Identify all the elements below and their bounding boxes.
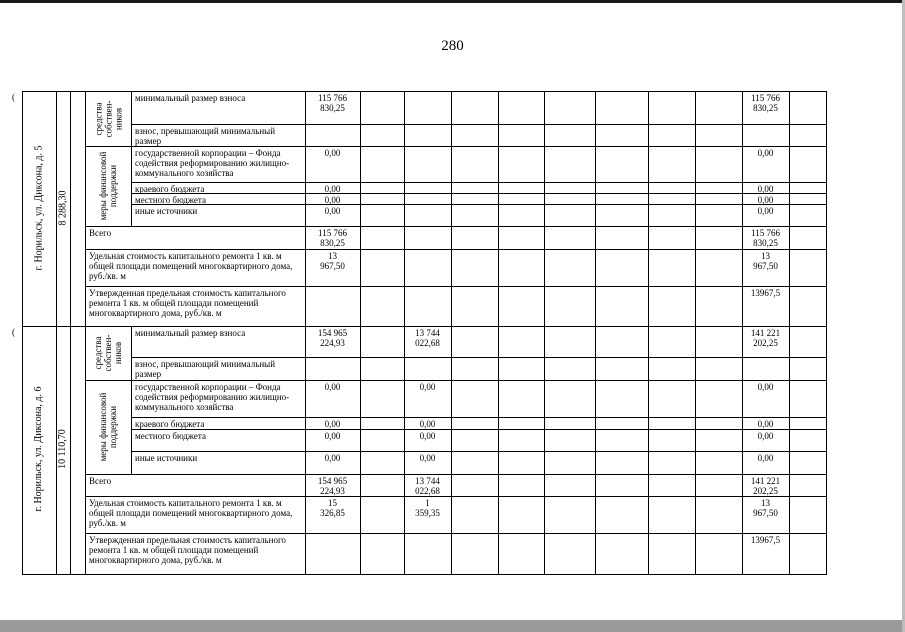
table-border <box>22 326 827 327</box>
grid-line <box>131 193 827 194</box>
column-line <box>826 91 827 327</box>
area-value: 8 288,30 <box>57 190 68 225</box>
cell-value: 0,00 <box>324 195 341 205</box>
cell-value: 0,00 <box>324 206 341 216</box>
column-line <box>131 326 132 475</box>
row-label-regional: краевого бюджета <box>135 184 205 193</box>
grid-line <box>131 124 827 125</box>
cell-value: 154 965 224,93 <box>317 328 348 348</box>
own-funds-label: средства собствен-ников <box>93 334 123 372</box>
cell-value: 154 965 224,93 <box>317 476 348 496</box>
grid-line <box>85 146 827 147</box>
row-label-state-corp: государственной корпорации – Фонда содействия реформированию жилищно-коммунального хозяйства <box>135 148 290 178</box>
scan-edge-bottom <box>0 620 905 632</box>
column-line <box>544 91 545 327</box>
table-border <box>22 91 827 92</box>
column-line <box>789 91 790 327</box>
cell-value: 0,00 <box>419 419 436 429</box>
grid-line <box>85 474 827 475</box>
cell-value: 0,00 <box>757 419 774 429</box>
row-label-over-min: взнос, превышающий минимальный размер <box>135 359 276 379</box>
row-label-other: иные источники <box>135 453 198 463</box>
area-value: 10 110,70 <box>57 429 68 469</box>
address-label: г. Норильск, ул. Диксона, д. 6 <box>33 386 44 512</box>
grid-line <box>85 286 827 287</box>
cell-value: 15 326,85 <box>320 498 345 518</box>
fin-support-label: меры финансовой поддержки <box>98 151 118 221</box>
column-line <box>131 91 132 227</box>
grid-line <box>131 451 827 452</box>
column-line <box>404 91 405 327</box>
cell-value: 0,00 <box>324 184 341 194</box>
column-line <box>85 91 86 327</box>
cell-value: 0,00 <box>757 195 774 205</box>
address-label: г. Норильск, ул. Диксона, д. 5 <box>33 144 44 271</box>
grid-line <box>85 249 827 250</box>
cell-value: 0,00 <box>757 206 774 216</box>
grid-line <box>131 182 827 183</box>
grid-line <box>131 204 827 205</box>
fin-support-label: меры финансовой поддержки <box>98 392 118 462</box>
column-line <box>498 91 499 327</box>
row-label-total: Всего <box>89 228 112 238</box>
cell-value: 115 766 830,25 <box>751 93 780 113</box>
cell-value: 0,00 <box>419 431 436 441</box>
row-label-unit-cost: Удельная стоимость капитального ремонта 1 кв. м общей площади помещений многоквартирного дома, руб./кв. м <box>89 498 293 528</box>
cell-value: 13 967,50 <box>753 251 778 271</box>
column-line <box>595 91 596 327</box>
cell-value: 0,00 <box>757 431 774 441</box>
row-label-unit-cost: Удельная стоимость капитального ремонта 1 кв. м общей площади помещений многоквартирного дома, руб./кв. м <box>89 251 293 281</box>
table-border <box>22 574 827 575</box>
row-label-total: Всего <box>89 476 112 486</box>
column-line <box>22 91 23 327</box>
cell-value: 0,00 <box>419 382 436 392</box>
row-label-over-min: взнос, превышающий минимальный размер <box>135 126 276 146</box>
own-funds-label: средства собствен-ников <box>93 100 123 138</box>
cell-value: 13 967,50 <box>753 498 778 518</box>
cell-value: 0,00 <box>324 148 341 158</box>
cell-value: 13967,5 <box>750 535 781 545</box>
grid-line <box>85 380 827 381</box>
cell-value: 141 221 202,25 <box>750 476 781 496</box>
grid-line <box>131 357 827 358</box>
grid-line <box>85 226 827 227</box>
cell-value: 115 766 830,25 <box>318 228 347 248</box>
cell-value: 0,00 <box>324 453 341 463</box>
row-label-state-corp: государственной корпорации – Фонда содействия реформированию жилищно-коммунального хозяйства <box>135 382 290 412</box>
row-label-limit-cost: Утвержденная предельная стоимость капитального ремонта 1 кв. м общей площади помещений многоквартирного дома, руб./кв. м <box>89 535 286 565</box>
grid-line <box>85 533 827 534</box>
column-line <box>648 91 649 327</box>
row-label-other: иные источники <box>135 206 198 216</box>
column-line <box>360 91 361 327</box>
cell-value: 0,00 <box>757 453 774 463</box>
row-label-regional: краевого бюджета <box>135 419 205 429</box>
column-line <box>695 91 696 327</box>
cell-value: 13 744 022,68 <box>415 328 440 348</box>
cell-value: 0,00 <box>757 148 774 158</box>
row-label-local: местного бюджета <box>135 195 206 204</box>
cell-value: 0,00 <box>757 184 774 194</box>
cell-value: 13 744 022,68 <box>415 476 440 496</box>
column-line <box>70 326 71 575</box>
grid-line <box>131 429 827 430</box>
scan-edge-top <box>0 0 905 3</box>
cell-value: 115 766 830,25 <box>751 228 780 248</box>
margin-tick: ( <box>12 327 15 337</box>
cell-value: 1 359,35 <box>415 498 440 518</box>
row-label-limit-cost: Утвержденная предельная стоимость капитального ремонта 1 кв. м общей площади помещений многоквартирного дома, руб./кв. м <box>89 288 286 318</box>
cell-value: 0,00 <box>757 382 774 392</box>
margin-tick: ( <box>12 92 15 102</box>
row-label-local: местного бюджета <box>135 431 206 441</box>
row-label-min-contribution: минимальный размер взноса <box>135 328 246 338</box>
cell-value: 13 967,50 <box>320 251 345 271</box>
column-line <box>70 91 71 327</box>
cell-value: 13967,5 <box>750 288 781 298</box>
page-number: 280 <box>441 38 464 54</box>
grid-line <box>131 417 827 418</box>
row-label-min-contribution: минимальный размер взноса <box>135 93 246 103</box>
cell-value: 115 766 830,25 <box>318 93 347 113</box>
cell-value: 0,00 <box>324 382 341 392</box>
column-line <box>451 91 452 327</box>
grid-line <box>85 496 827 497</box>
cell-value: 0,00 <box>324 431 341 441</box>
column-line <box>85 326 86 575</box>
cell-value: 141 221 202,25 <box>750 328 781 348</box>
cell-value: 0,00 <box>419 453 436 463</box>
column-line <box>22 326 23 575</box>
cell-value: 0,00 <box>324 419 341 429</box>
